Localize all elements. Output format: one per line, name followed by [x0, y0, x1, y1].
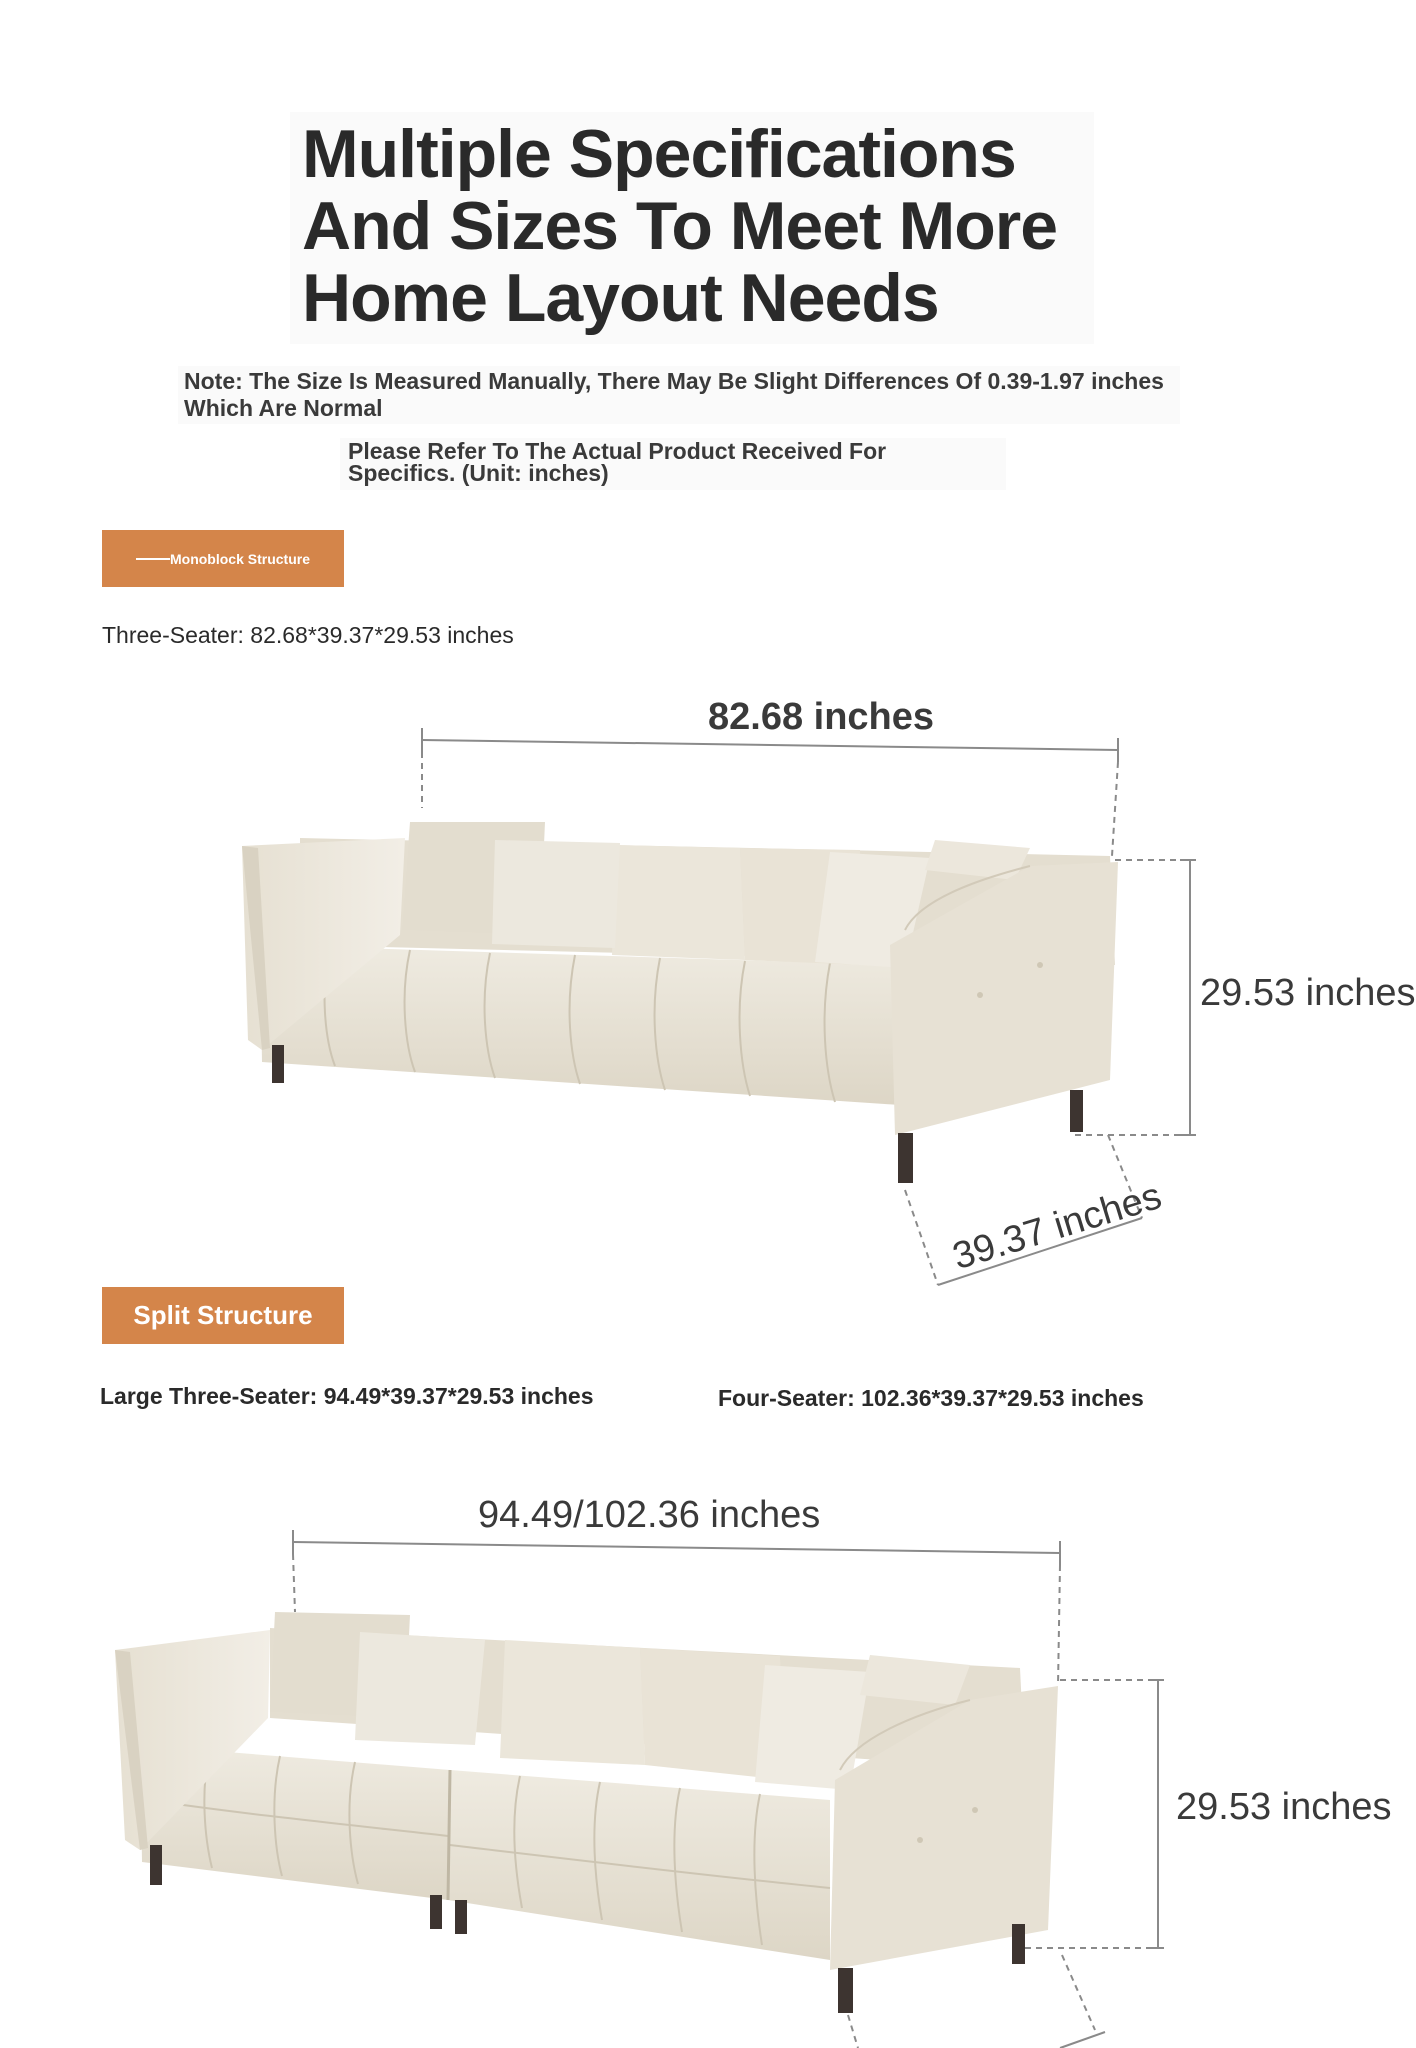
measurement-note: Note: The Size Is Measured Manually, There May Be Slight Differences Of 0.39-1.97 inches Which Are Normal [178, 366, 1180, 424]
split-height-dimension-label: 29.53 inches [1176, 1786, 1392, 1828]
large-three-seater-spec: Large Three-Seater: 94.49*39.37*29.53 inches [100, 1383, 594, 1409]
monoblock-badge-label: Monoblock Structure [169, 550, 310, 567]
three-seater-sofa-image [242, 728, 1196, 1285]
refer-note: Please Refer To The Actual Product Received For Specifics. (Unit: inches) [340, 438, 1006, 490]
split-width-dimension-label: 94.49/102.36 inches [478, 1494, 821, 1536]
three-seater-spec: Three-Seater: 82.68*39.37*29.53 inches [102, 622, 514, 648]
depth-dimension-label: 39.37 inches [948, 1174, 1167, 1279]
width-dimension-label: 82.68 inches [708, 696, 935, 738]
title-line-3: Home Layout Needs [302, 260, 939, 336]
title-line-1: Multiple Specifications [302, 116, 1016, 192]
height-dimension-label: 29.53 inches [1200, 972, 1416, 1014]
title-line-2: And Sizes To Meet More [302, 188, 1058, 264]
split-badge-label: Split Structure [133, 1300, 313, 1330]
split-sofa-image [115, 1530, 1164, 2048]
four-seater-spec: Four-Seater: 102.36*39.37*29.53 inches [718, 1385, 1144, 1411]
